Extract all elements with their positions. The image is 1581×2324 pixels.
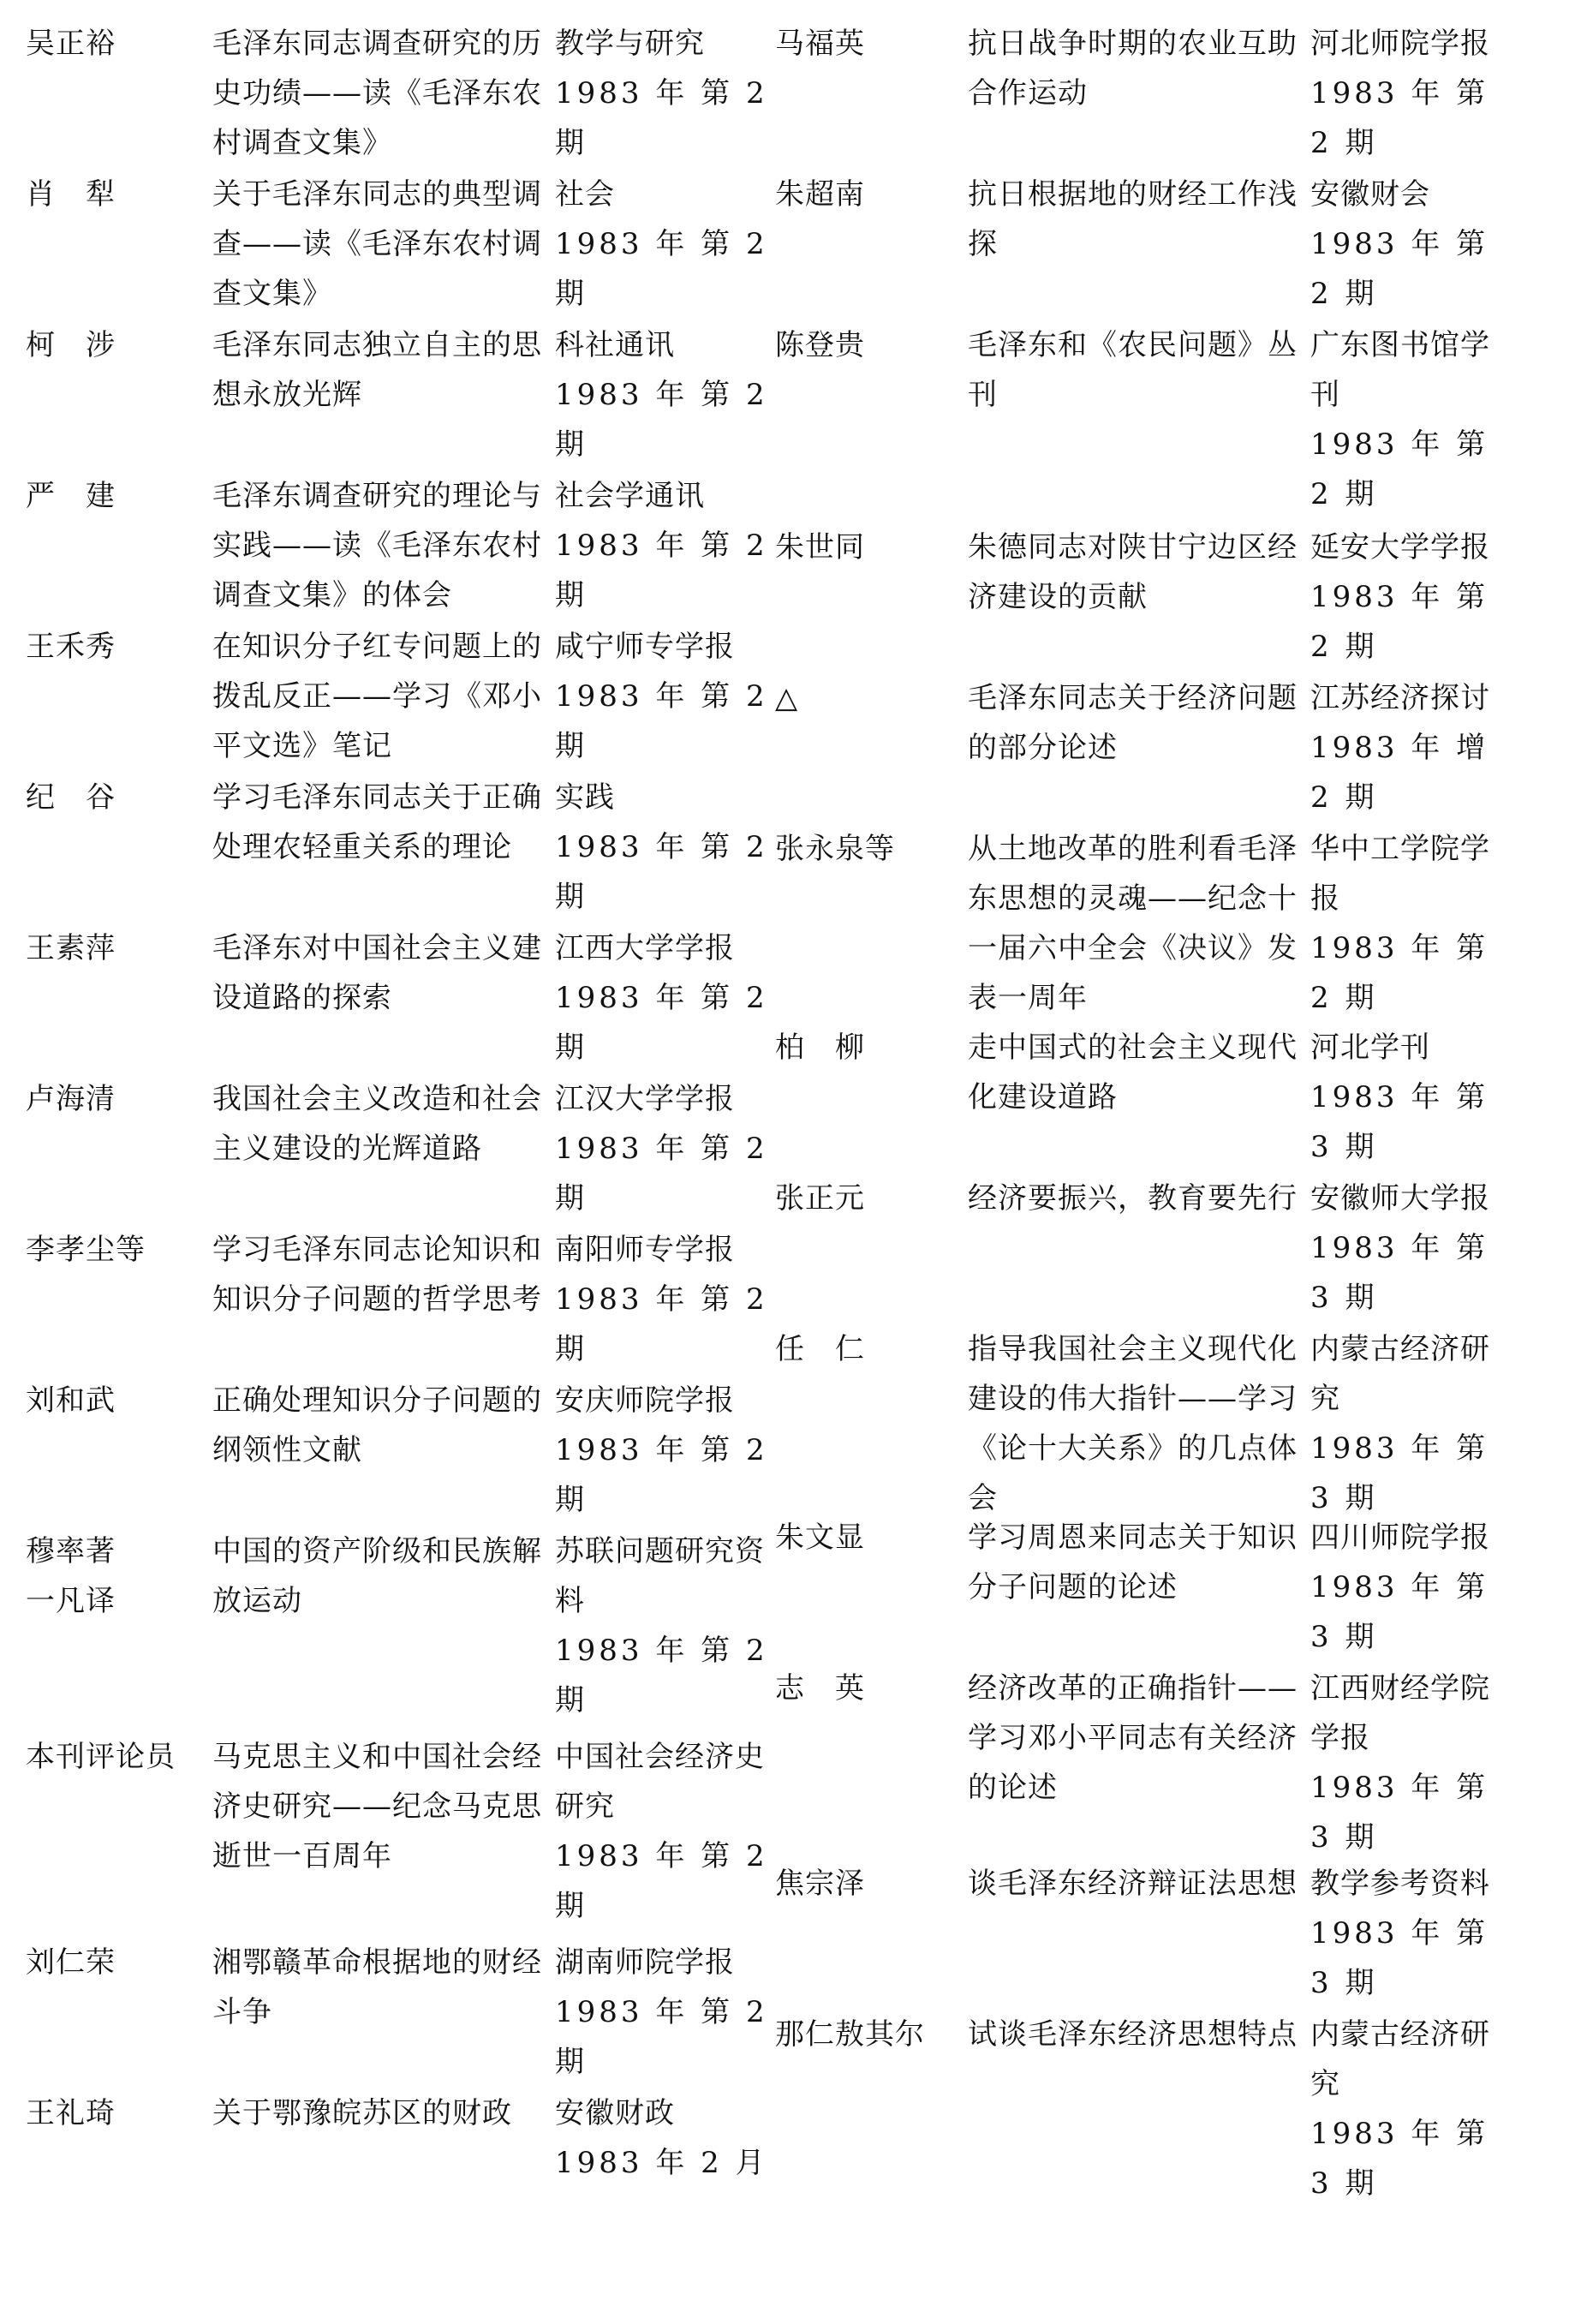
entry-issue: 1983 年 第 2 期 bbox=[555, 830, 768, 914]
bibliography-entry bbox=[26, 622, 769, 771]
entry-title: 朱德同志对陕甘宁边区经济建设的贡献 bbox=[968, 530, 1298, 614]
entry-source bbox=[555, 923, 769, 1072]
entry-source bbox=[555, 1225, 769, 1374]
entry-issue: 1983 年 第 2 期 bbox=[555, 679, 768, 763]
entry-source bbox=[555, 2088, 769, 2188]
entry-issue: 1983 年 第 3 期 bbox=[1310, 1431, 1489, 1515]
entry-journal: 安徽师大学报 bbox=[1310, 1181, 1490, 1216]
entry-journal: 咸宁师专学报 bbox=[555, 630, 735, 664]
entry-source bbox=[1310, 1324, 1516, 1523]
entry-title: 毛泽东同志关于经济问题的部分论述 bbox=[968, 681, 1298, 765]
entry-author: 志 英 bbox=[775, 1671, 865, 1706]
entry-source bbox=[555, 1526, 769, 1725]
entry-issue: 1983 年 第 2 期 bbox=[555, 529, 768, 612]
entry-title: 毛泽东同志调查研究的历史功绩——读《毛泽东农村调查文集》 bbox=[212, 27, 542, 160]
entry-title: 从土地改革的胜利看毛泽东思想的灵魂——纪念十一届六中全会《决议》发表一周年 bbox=[968, 832, 1298, 1015]
entry-source bbox=[1310, 2010, 1516, 2208]
bibliography-entry bbox=[775, 1513, 1516, 1662]
entry-author: 那仁敖其尔 bbox=[775, 2017, 925, 2052]
bibliography-entry bbox=[26, 2088, 769, 2188]
entry-author: 王素萍 bbox=[26, 931, 116, 965]
entry-title: 指导我国社会主义现代化建设的伟大指针——学习《论十大关系》的几点体会 bbox=[968, 1332, 1298, 1515]
entry-author: 朱文显 bbox=[775, 1520, 865, 1555]
entry-source bbox=[555, 320, 769, 469]
entry-source bbox=[555, 1074, 769, 1223]
entry-title: 经济要振兴，教育要先行 bbox=[968, 1181, 1298, 1216]
bibliography-entry bbox=[775, 1174, 1516, 1323]
entry-journal: 南阳师专学报 bbox=[555, 1233, 735, 1267]
entry-author: 刘和武 bbox=[26, 1383, 116, 1418]
entry-title: 走中国式的社会主义现代化建设道路 bbox=[968, 1031, 1298, 1114]
entry-author: 严 建 bbox=[26, 479, 116, 513]
entry-source bbox=[1310, 1174, 1516, 1323]
entry-author: △ bbox=[775, 681, 799, 715]
entry-author: 卢海清 bbox=[26, 1082, 116, 1116]
entry-issue: 1983 年 第 3 期 bbox=[1310, 2117, 1489, 2201]
bibliography-entry bbox=[26, 1074, 769, 1223]
entry-journal: 苏联问题研究资料 bbox=[555, 1534, 765, 1618]
bibliography-entry bbox=[26, 1526, 769, 1725]
entry-source bbox=[555, 622, 769, 771]
entry-author: 任 仁 bbox=[775, 1332, 865, 1366]
entry-title: 毛泽东同志独立自主的思想永放光辉 bbox=[212, 328, 542, 412]
bibliography-entry bbox=[26, 1938, 769, 2087]
bibliography-entry bbox=[775, 673, 1516, 822]
bibliography-entry bbox=[26, 773, 769, 922]
entry-title: 抗日战争时期的农业互助合作运动 bbox=[968, 27, 1298, 111]
entry-journal: 社会学通讯 bbox=[555, 479, 705, 513]
entry-journal: 河北师院学报 bbox=[1310, 27, 1490, 61]
entry-source bbox=[1310, 1513, 1516, 1662]
entry-issue: 1983 年 第 2 期 bbox=[555, 1995, 768, 2079]
entry-source bbox=[1310, 824, 1516, 1023]
entry-author: 吴正裕 bbox=[26, 27, 116, 61]
entry-author: 王礼琦 bbox=[26, 2096, 116, 2130]
bibliography-entry bbox=[26, 923, 769, 1072]
entry-author: 刘仁荣 bbox=[26, 1945, 116, 1980]
entry-author: 肖 犁 bbox=[26, 177, 116, 212]
entry-issue: 1983 年 第 2 期 bbox=[1310, 76, 1489, 160]
entry-title: 经济改革的正确指针——学习邓小平同志有关经济的论述 bbox=[968, 1671, 1298, 1805]
entry-title: 试谈毛泽东经济思想特点 bbox=[968, 2017, 1298, 2052]
entry-issue: 1983 年 第 3 期 bbox=[1310, 1916, 1489, 2000]
entry-source bbox=[1310, 1859, 1516, 2008]
entry-journal: 教学与研究 bbox=[555, 27, 705, 61]
entry-issue: 1983 年 第 3 期 bbox=[1310, 1080, 1489, 1164]
entry-source bbox=[555, 19, 769, 168]
entry-journal: 社会 bbox=[555, 177, 615, 212]
entry-source bbox=[1310, 170, 1516, 319]
entry-title: 学习毛泽东同志关于正确处理农轻重关系的理论 bbox=[212, 780, 542, 864]
entry-author: 朱世同 bbox=[775, 530, 865, 565]
entry-issue: 1983 年 第 2 期 bbox=[555, 1433, 768, 1517]
entry-journal: 江西大学学报 bbox=[555, 931, 735, 965]
entry-issue: 1983 年 第 2 期 bbox=[555, 378, 768, 462]
bibliography-entry bbox=[775, 523, 1516, 672]
entry-source bbox=[1310, 1664, 1516, 1862]
entry-title: 学习毛泽东同志论知识和知识分子问题的哲学思考 bbox=[212, 1233, 542, 1317]
entry-issue: 1983 年 第 2 期 bbox=[555, 1282, 768, 1366]
bibliography-entry bbox=[775, 2010, 1516, 2208]
entry-journal: 安徽财政 bbox=[555, 2096, 675, 2130]
entry-journal: 华中工学院学报 bbox=[1310, 832, 1490, 916]
entry-issue: 1983 年 第 2 期 bbox=[555, 76, 768, 160]
entry-title: 中国的资产阶级和民族解放运动 bbox=[212, 1534, 542, 1618]
entry-author: 柏 柳 bbox=[775, 1031, 865, 1065]
entry-issue: 1983 年 第 3 期 bbox=[1310, 1231, 1489, 1315]
bibliography-entry bbox=[775, 824, 1516, 1023]
entry-source bbox=[1310, 673, 1516, 822]
bibliography-entry bbox=[26, 1225, 769, 1374]
entry-issue: 1983 年 第 2 期 bbox=[555, 1634, 768, 1718]
entry-source bbox=[555, 170, 769, 319]
entry-author: 李孝尘等 bbox=[26, 1233, 146, 1267]
bibliography-entry bbox=[775, 19, 1516, 168]
entry-title: 关于毛泽东同志的典型调查——读《毛泽东农村调查文集》 bbox=[212, 177, 542, 311]
bibliography-entry bbox=[26, 1376, 769, 1525]
entry-title: 我国社会主义改造和社会主义建设的光辉道路 bbox=[212, 1082, 542, 1166]
entry-journal: 科社通讯 bbox=[555, 328, 675, 362]
entry-issue: 1983 年 第 3 期 bbox=[1310, 1771, 1489, 1855]
entry-author: 本刊评论员 bbox=[26, 1740, 176, 1774]
entry-issue: 1983 年 第 2 期 bbox=[555, 981, 768, 1065]
entry-source bbox=[1310, 523, 1516, 672]
entry-journal: 河北学刊 bbox=[1310, 1031, 1430, 1065]
entry-author: 柯 涉 bbox=[26, 328, 116, 362]
entry-title: 关于鄂豫皖苏区的财政 bbox=[212, 2096, 512, 2130]
entry-title: 学习周恩来同志关于知识分子问题的论述 bbox=[968, 1520, 1298, 1604]
entry-source bbox=[555, 471, 769, 620]
bibliography-entry bbox=[775, 1664, 1516, 1862]
entry-author: 朱超南 bbox=[775, 177, 865, 212]
entry-author: 纪 谷 bbox=[26, 780, 116, 815]
entry-journal: 湖南师院学报 bbox=[555, 1945, 735, 1980]
entry-author: 马福英 bbox=[775, 27, 865, 61]
entry-issue: 1983 年 第 2 期 bbox=[555, 227, 768, 311]
entry-title: 毛泽东对中国社会主义建设道路的探索 bbox=[212, 931, 542, 1015]
entry-issue: 1983 年 第 2 期 bbox=[1310, 227, 1489, 311]
entry-author: 王禾秀 bbox=[26, 630, 116, 664]
entry-issue: 1983 年 第 2 期 bbox=[1310, 931, 1489, 1015]
entry-issue: 1983 年 第 3 期 bbox=[1310, 1570, 1489, 1654]
bibliography-entry bbox=[26, 471, 769, 620]
entry-source bbox=[555, 773, 769, 922]
entry-title: 正确处理知识分子问题的纲领性文献 bbox=[212, 1383, 542, 1467]
bibliography-entry bbox=[775, 320, 1516, 519]
entry-issue: 1983 年 第 2 期 bbox=[1310, 427, 1489, 511]
entry-issue: 1983 年 第 2 期 bbox=[555, 1839, 768, 1923]
bibliography-entry bbox=[26, 1732, 769, 1931]
entry-source bbox=[555, 1732, 769, 1931]
entry-journal: 广东图书馆学刊 bbox=[1310, 328, 1490, 412]
entry-journal: 四川师院学报 bbox=[1310, 1520, 1490, 1555]
bibliography-entry bbox=[775, 1023, 1516, 1172]
entry-title: 马克思主义和中国社会经济史研究——纪念马克思逝世一百周年 bbox=[212, 1740, 542, 1873]
entry-journal: 江苏经济探讨 bbox=[1310, 681, 1490, 715]
entry-author: 穆率著 一凡译 bbox=[26, 1534, 116, 1618]
entry-source bbox=[1310, 19, 1516, 168]
entry-journal: 安徽财会 bbox=[1310, 177, 1430, 212]
entry-title: 毛泽东调查研究的理论与实践——读《毛泽东农村调查文集》的体会 bbox=[212, 479, 542, 612]
bibliography-entry bbox=[775, 1859, 1516, 2008]
entry-journal: 延安大学学报 bbox=[1310, 530, 1490, 565]
bibliography-entry bbox=[26, 19, 769, 168]
entry-journal: 内蒙古经济研究 bbox=[1310, 1332, 1490, 1416]
bibliography-entry bbox=[775, 1324, 1516, 1523]
entry-journal: 中国社会经济史研究 bbox=[555, 1740, 765, 1824]
entry-title: 抗日根据地的财经工作浅探 bbox=[968, 177, 1298, 261]
entry-journal: 教学参考资料 bbox=[1310, 1867, 1490, 1901]
entry-title: 毛泽东和《农民问题》丛刊 bbox=[968, 328, 1298, 412]
entry-issue: 1983 年 第 2 期 bbox=[555, 1132, 768, 1216]
entry-author: 张正元 bbox=[775, 1181, 865, 1216]
entry-source bbox=[555, 1376, 769, 1525]
entry-journal: 内蒙古经济研究 bbox=[1310, 2017, 1490, 2101]
entry-author: 张永泉等 bbox=[775, 832, 895, 866]
entry-source bbox=[555, 1938, 769, 2087]
entry-journal: 实践 bbox=[555, 780, 615, 815]
entry-issue: 1983 年 2 月 bbox=[555, 2146, 768, 2180]
entry-title: 谈毛泽东经济辩证法思想 bbox=[968, 1867, 1298, 1901]
entry-issue: 1983 年 增 2 期 bbox=[1310, 731, 1489, 815]
entry-journal: 江汉大学学报 bbox=[555, 1082, 735, 1116]
bibliography-entry bbox=[775, 170, 1516, 319]
entry-source bbox=[1310, 320, 1516, 519]
entry-journal: 江西财经学院学报 bbox=[1310, 1671, 1490, 1755]
entry-author: 陈登贵 bbox=[775, 328, 865, 362]
entry-source bbox=[1310, 1023, 1516, 1172]
bibliography-entry bbox=[26, 170, 769, 319]
entry-journal: 安庆师院学报 bbox=[555, 1383, 735, 1418]
entry-title: 湘鄂赣革命根据地的财经斗争 bbox=[212, 1945, 542, 2029]
entry-author: 焦宗泽 bbox=[775, 1867, 865, 1901]
entry-issue: 1983 年 第 2 期 bbox=[1310, 580, 1489, 664]
entry-title: 在知识分子红专问题上的拨乱反正——学习《邓小平文选》笔记 bbox=[212, 630, 542, 763]
bibliography-entry bbox=[26, 320, 769, 469]
